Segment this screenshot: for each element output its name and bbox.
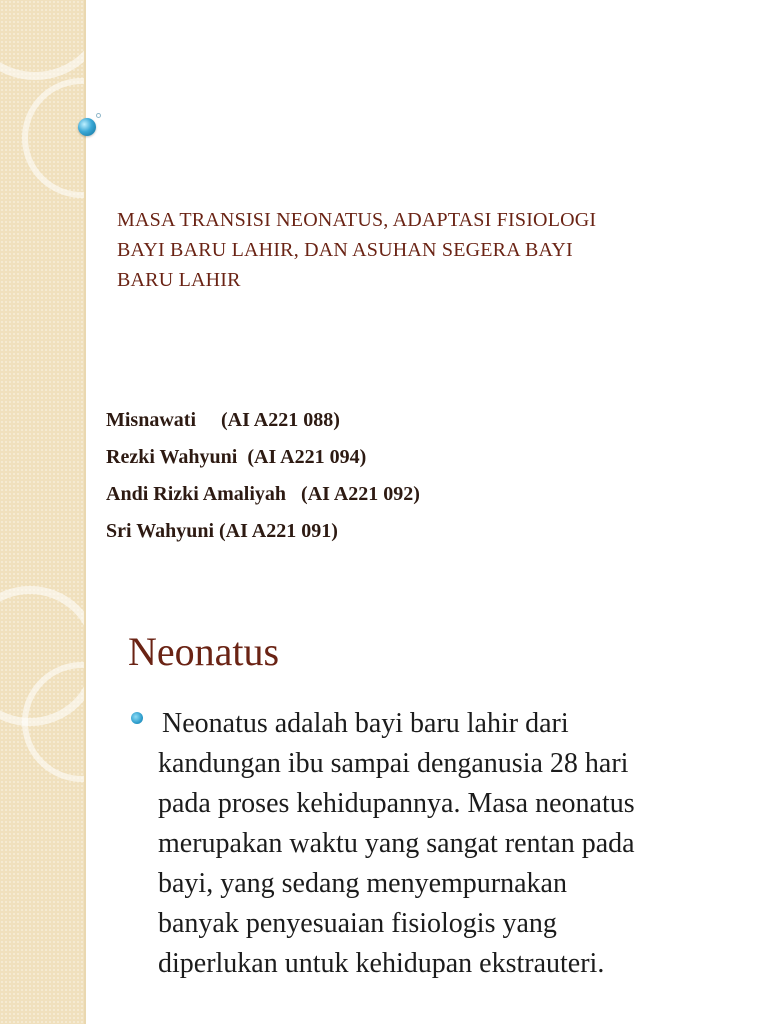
slide-title-line: BARU LAHIR xyxy=(117,269,241,291)
decorative-ring xyxy=(22,662,142,782)
slide-title-line: BAYI BARU LAHIR, DAN ASUHAN SEGERA BAYI xyxy=(117,239,573,261)
slide-title xyxy=(117,205,727,295)
bullet-line: pada proses kehidupannya. Masa neonatus xyxy=(158,788,635,819)
bullet-line: bayi, yang sedang menyempurnakan xyxy=(158,868,567,899)
decorative-side-band xyxy=(0,576,84,1024)
bullet-line: diperlukan untuk kehidupan ekstrauteri. xyxy=(158,948,605,979)
bullet-line: banyak penyesuaian fisiologis yang xyxy=(158,908,557,939)
decorative-side-band xyxy=(0,0,84,576)
decorative-ring xyxy=(22,78,142,198)
slide-title-line: MASA TRANSISI NEONATUS, ADAPTASI FISIOLOGI xyxy=(117,209,597,231)
small-circle-icon xyxy=(96,113,101,118)
author-entry: Andi Rizki Amaliyah (AI A221 092) xyxy=(106,483,420,505)
author-entry: Sri Wahyuni (AI A221 091) xyxy=(106,520,338,542)
author-list xyxy=(106,402,726,550)
bullet-line: merupakan waktu yang sangat rentan pada xyxy=(158,828,635,859)
decorative-ring xyxy=(0,0,110,80)
author-entry: Misnawati (AI A221 088) xyxy=(106,409,340,431)
bullet-line: Neonatus adalah bayi baru lahir dari xyxy=(162,708,569,739)
slide-2 xyxy=(0,576,768,1024)
blue-bead-icon xyxy=(78,118,96,136)
section-heading: Neonatus xyxy=(128,629,280,674)
author-entry: Rezki Wahyuni (AI A221 094) xyxy=(106,446,367,468)
bullet-icon xyxy=(131,712,143,724)
divider xyxy=(84,576,86,1024)
bullet-paragraph xyxy=(158,704,758,984)
bullet-line: kandungan ibu sampai denganusia 28 hari xyxy=(158,748,629,779)
divider xyxy=(84,0,86,576)
